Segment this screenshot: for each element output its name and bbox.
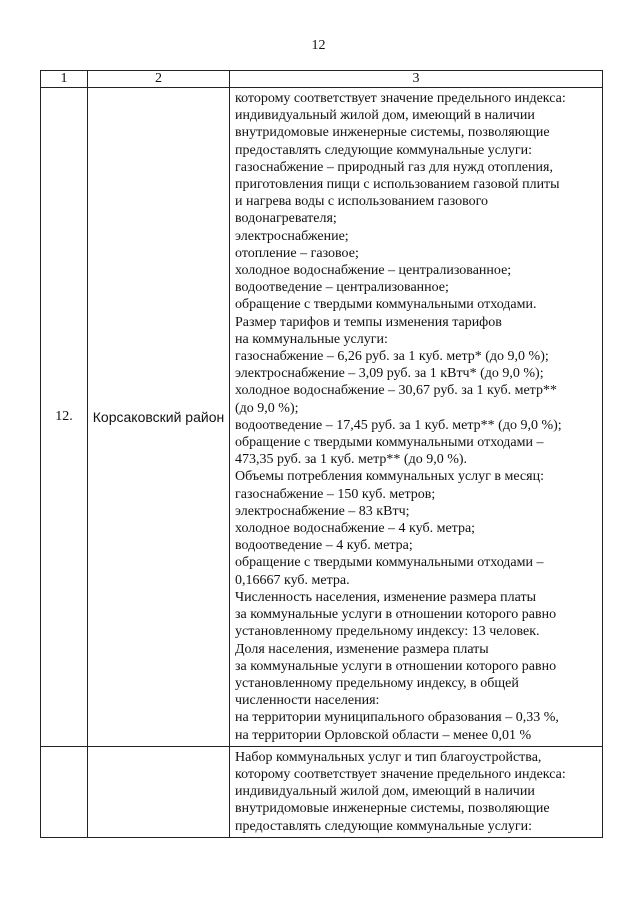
tariff-table xyxy=(40,70,603,838)
table-row xyxy=(41,88,603,747)
text-line: холодное водоснабжение – централизованное; xyxy=(235,263,512,279)
text-line: обращение с твердыми коммунальными отходами – xyxy=(235,555,544,571)
text-line: внутридомовые инженерные системы, позволяющие xyxy=(235,125,550,141)
text-line: газоснабжение – природный газ для нужд отопления, xyxy=(235,159,553,175)
text-line: индивидуальный жилой дом, имеющий в наличии xyxy=(235,108,535,124)
text-line: на территории Орловской области – менее 0,01 % xyxy=(235,727,532,743)
text-line: электроснабжение – 3,09 руб. за 1 кВтч* (до 9,0 %); xyxy=(235,366,544,382)
text-line: газоснабжение – 150 куб. метров; xyxy=(235,486,436,502)
text-line: индивидуальный жилой дом, имеющий в наличии xyxy=(235,784,535,800)
municipality-name xyxy=(88,746,230,837)
text-line: Размер тарифов и темпы изменения тарифов xyxy=(235,314,502,330)
text-line: предоставлять следующие коммунальные услуги: xyxy=(235,142,533,158)
text-line: Численность населения, изменение размера платы xyxy=(235,589,536,605)
header-col-1: 1 xyxy=(41,71,88,88)
description-cell xyxy=(230,746,603,837)
text-line: за коммунальные услуги в отношении которого равно xyxy=(235,607,557,623)
header-col-3: 3 xyxy=(230,71,603,88)
header-col-2: 2 xyxy=(88,71,230,88)
text-line: 473,35 руб. за 1 куб. метр** (до 9,0 %). xyxy=(235,452,468,468)
text-line: Набор коммунальных услуг и тип благоустройства, xyxy=(235,749,542,765)
text-line: электроснабжение – 83 кВтч; xyxy=(235,503,410,519)
row-number: 12. xyxy=(41,88,88,747)
text-line: установленному предельному индексу, в общей xyxy=(235,675,519,691)
text-line: приготовления пищи с использованием газовой плиты xyxy=(235,177,560,193)
text-line: отопление – газовое; xyxy=(235,245,359,261)
table-header-row xyxy=(41,71,603,88)
text-line: водонагревателя; xyxy=(235,211,337,227)
text-line: холодное водоснабжение – 4 куб. метра; xyxy=(235,521,476,537)
text-line: численности населения: xyxy=(235,693,380,709)
text-line: которому соответствует значение предельного индекса: xyxy=(235,91,566,106)
row-number xyxy=(41,746,88,837)
text-line: которому соответствует значение предельного индекса: xyxy=(235,766,566,782)
text-line: Доля населения, изменение размера платы xyxy=(235,641,489,657)
text-line: (до 9,0 %); xyxy=(235,400,299,416)
text-line: Объемы потребления коммунальных услуг в месяц: xyxy=(235,469,544,485)
text-line: водоотведение – 4 куб. метра; xyxy=(235,538,413,554)
text-line: газоснабжение – 6,26 руб. за 1 куб. метр* (до 9,0 %); xyxy=(235,349,549,365)
text-line: водоотведение – централизованное; xyxy=(235,280,449,296)
page-number: 12 xyxy=(311,38,326,53)
text-line: на коммунальные услуги: xyxy=(235,331,388,347)
text-line: за коммунальные услуги в отношении которого равно xyxy=(235,658,557,674)
text-line: обращение с твердыми коммунальными отходами. xyxy=(235,297,537,313)
text-line: 0,16667 куб. метра. xyxy=(235,572,350,588)
text-line: электроснабжение; xyxy=(235,228,349,244)
municipality-name: Корсаковский район xyxy=(88,88,230,747)
text-line: установленному предельному индексу: 13 человек. xyxy=(235,624,540,640)
description-cell xyxy=(230,88,603,747)
text-line: и нагрева воды с использованием газового xyxy=(235,194,488,210)
text-line: внутридомовые инженерные системы, позволяющие xyxy=(235,801,550,817)
text-line: холодное водоснабжение – 30,67 руб. за 1 куб. метр** xyxy=(235,383,557,399)
text-line: на территории муниципального образования – 0,33 %, xyxy=(235,710,559,726)
text-line: предоставлять следующие коммунальные услуги: xyxy=(235,818,533,834)
text-line: обращение с твердыми коммунальными отходами – xyxy=(235,435,544,451)
table-row xyxy=(41,746,603,837)
text-line: водоотведение – 17,45 руб. за 1 куб. метр** (до 9,0 %); xyxy=(235,417,562,433)
